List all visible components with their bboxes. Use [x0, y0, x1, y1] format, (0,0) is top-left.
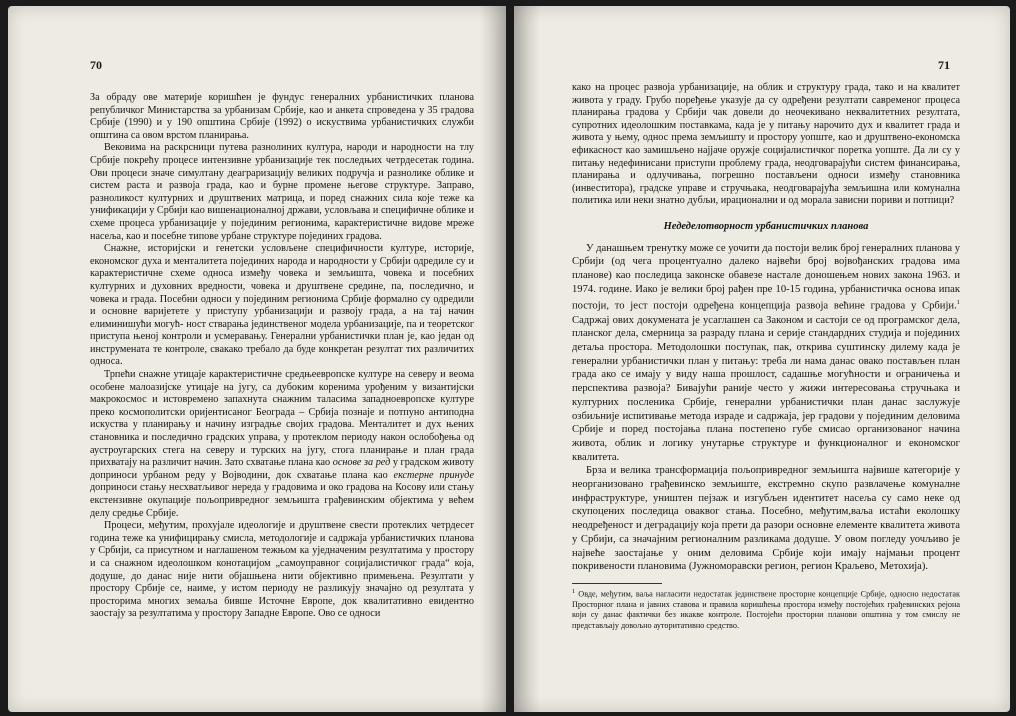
paragraph-text: доприноси стању несхватљивог нереда у градовима и око градова на Косову или стању екстензивне окупације пољопривредног земљишта грађевинским објектима у већем делу средње Србије.	[90, 482, 474, 519]
paragraph: Процеси, међутим, прохујале идеологије и друштвене свести протеклих четрдесет година теже ка унифицирању смисла, методологије и садржаја урбанистичких планова у Србији, са присутном и наглашеном тежњом ка уједначеним резултатима у простору и са снажном идеолошком конотацијом „самоуправног социјалистичког града“ која, додуше, до данас није нити објашњена нити објективно примењена. Резултати у простору Србије се, наиме, у истом периоду не разликују значајно од резултата у просторима многих земаља бивше Источне Европе, док квалитативно евидентно заостају за резултатима у простору Западне Европе. Ово се односи	[90, 520, 474, 620]
gutter-shadow	[480, 6, 506, 712]
left-page-body	[90, 92, 474, 621]
footnote-text: Овде, међутим, ваља нагласити недостатак јединствене просторне концепције Србије, односно недостатак Просторног плана и јавних ставова и правила коришћења простора између постојећих грађевинских рејона који су данас фактички без икакве контроле. Постојећи просторни планови општина у том смислу не представљају довољно ауторитативно средство.	[572, 589, 961, 630]
footnote-mark: 1	[572, 587, 576, 595]
right-page-body	[572, 82, 960, 631]
paragraph-text: Садржај ових докумената је усаглашен са Законом и састоји се од програмског дела, планског дела, смерница за разраду плана и серије стандардних студија и појединих детаља простора. Методолошки поступак, пак, открива суштинску дилему када је генерални урбанистички план у питању: треба ли нама данас овако постављен план града ако се имају у виду наша прошлост, садашње могућности и ограничења и перспектива развоја? Бивајући раније често у жижи интересовања стручњака и културних посленика Србије, генерални урбанистички план данас заслужује озбиљније испитивање метода израде и садржаја, јер градови у појединим деловима Србије и поред постојања плана постепено губе смисао организованог начина живота, облик и логику унутарње структуре и функционалног и економског квалитета.	[572, 314, 960, 463]
footnote-reference: 1	[956, 299, 960, 307]
paragraph-text: Трпећи снажне утицаје карактеристичне средњеевропске културе на северу и веома особене малоазијске утицаје на југу, са дубоким коренима урођеним у византијски макрокосмос и истовремено запахнута снажним таласима западноевропске културе преко космополитски оријентисаног Београда – Србија познаје и потпуно антиподна искуства у планирању и начину изградње својих градова. Менталитет и дух њених становника и последично градских управа, у протеклом периоду након ослобођења од аустроугарских стега на северу и турских на југу, стога планирање и план града прихватају на различит начин. Зато схватање плана као	[90, 369, 474, 469]
page-number: 71	[938, 58, 950, 72]
page-number: 70	[90, 58, 102, 72]
gutter-shadow	[514, 6, 540, 712]
right-page	[514, 6, 1010, 712]
left-page	[8, 6, 506, 712]
paragraph: За обраду ове материје коришћен је фундус генералних урбанистичких планова републичког Министарства за урбанизам Србије, као и анкета спроведена у 35 градова Србије (1990) и у 190 општина Србије (1992) о искуствима урбанистичких служби општина са овом врстом планирања.	[90, 92, 474, 141]
paragraph: Брза и велика трансформација пољопривредног земљишта највише категорије у неорганизовано грађевинско земљиште, екстремно скупо развлачење комуналне инфраструктуре, уништен пејзаж и изгубљен идентитет насеља су само неке од скупоцених последица оваквог стања. Посебно, међутим,ваља истаћи еколошку неодређеност и деградацију која прети да разори основне елементе квалитета живота у Србији, са значајним регионалним разликама додуше. У овом погледу уочљиво је највеће заостајање у оним деловима Србије који имају најмањи процент покривености плановима (Јужноморавски регион, регион Краљево, Метохија).	[572, 465, 960, 573]
paragraph: Снажне, историјски и генетски условљене специфичности културе, историје, економског духа и менталитета појединих народа и народности у Србији одредиле су и карактеристичне схеме односа између човека и земљишта, човека и посебних културних и духовних вредности, човека и друштвене средине, па, последично, и човека и града. Посебни односи у појединим регионима Србије формално су одредили и основне варијетете у приступу урбанизацији и развоју града, а на тај начин елиминишући могућ- ност стварања јединственог модела урбанизације, па и теоретског приступа њеној контроли и усмеравању. Генерални урбанистички план је, као један од инструмената те контроле, свакако требало да буде конкретан резултат тих различитих односа.	[90, 243, 474, 368]
paragraph-text: у градском животу доприноси урбаном реду у Војводини, док схватање плана као	[90, 457, 474, 481]
paragraph	[90, 369, 474, 520]
paragraph-text: У данашњем тренутку може се уочити да постоји велик број генералних планова у Србији (од чега процентуално далеко највећи број војвођанских градова има планове) као последица законске обавезе настале доношењем нових закона 1963. и 1974. године. Иако је велики број рађен пре 10-15 година, урбанистичка основа ипак постоји, то јест постоји одређена концепција развоја већине градова у Србији.	[572, 242, 960, 312]
footnote-divider	[572, 583, 662, 584]
section-title: Недеделотворност урбанистичких планова	[663, 220, 869, 232]
emphasis-text: екстерне принуде	[393, 469, 474, 481]
paragraph: Вековима на раскрсници путева разнолиних култура, народи и народности на тлу Србије покрећу процесе интензивне урбанизације тек последњих четрдесетак година. Ови процеси значе симултану деаграризацију великих подручја и разнолике облике и систем раста и развоја града, као и бурне промене његове структуре. Заправо, разноликост културних и друштвених матрица, и поред снажних сила које теже ка унификацији у Србији као вишенационалној држави, условљава и специфичне облике и схеме процеса урбанизације у појединим регионима, карактеристичне видове мреже насеља, као и посебне типове урбане структуре појединих градова.	[90, 142, 474, 242]
emphasis-text: основе за ред	[332, 457, 391, 469]
footnote	[572, 587, 960, 631]
paragraph	[572, 242, 960, 465]
paragraph: како на процес развоја урбанизације, на облик и структуру града, тако и на квалитет живота у граду. Грубо поређење указује да су одређени резултати савременог процеса планирања градова у Србији чак довели до неочекивано неквалитетних резултата, супротних идеолошким поставкама, када је у питању нарочито дух и квалитет града и живота у њему, однос према земљишту и простору уопште, као и друштвено-економска ефикасност као замишљено најјаче оружје социјалистичког поретка уопште. Да ли су у питању недефинисани приступи проблему града, неодговарајући систем финансирања, планирања и одлучивања, погрешно постављени односи између становника (инвеститора), градске управе и стручњака, неодговарајућа земљишна или комунална политика или неки знатно дубљи, ирационални и од морала зависни пориви и потпици?	[572, 82, 960, 207]
